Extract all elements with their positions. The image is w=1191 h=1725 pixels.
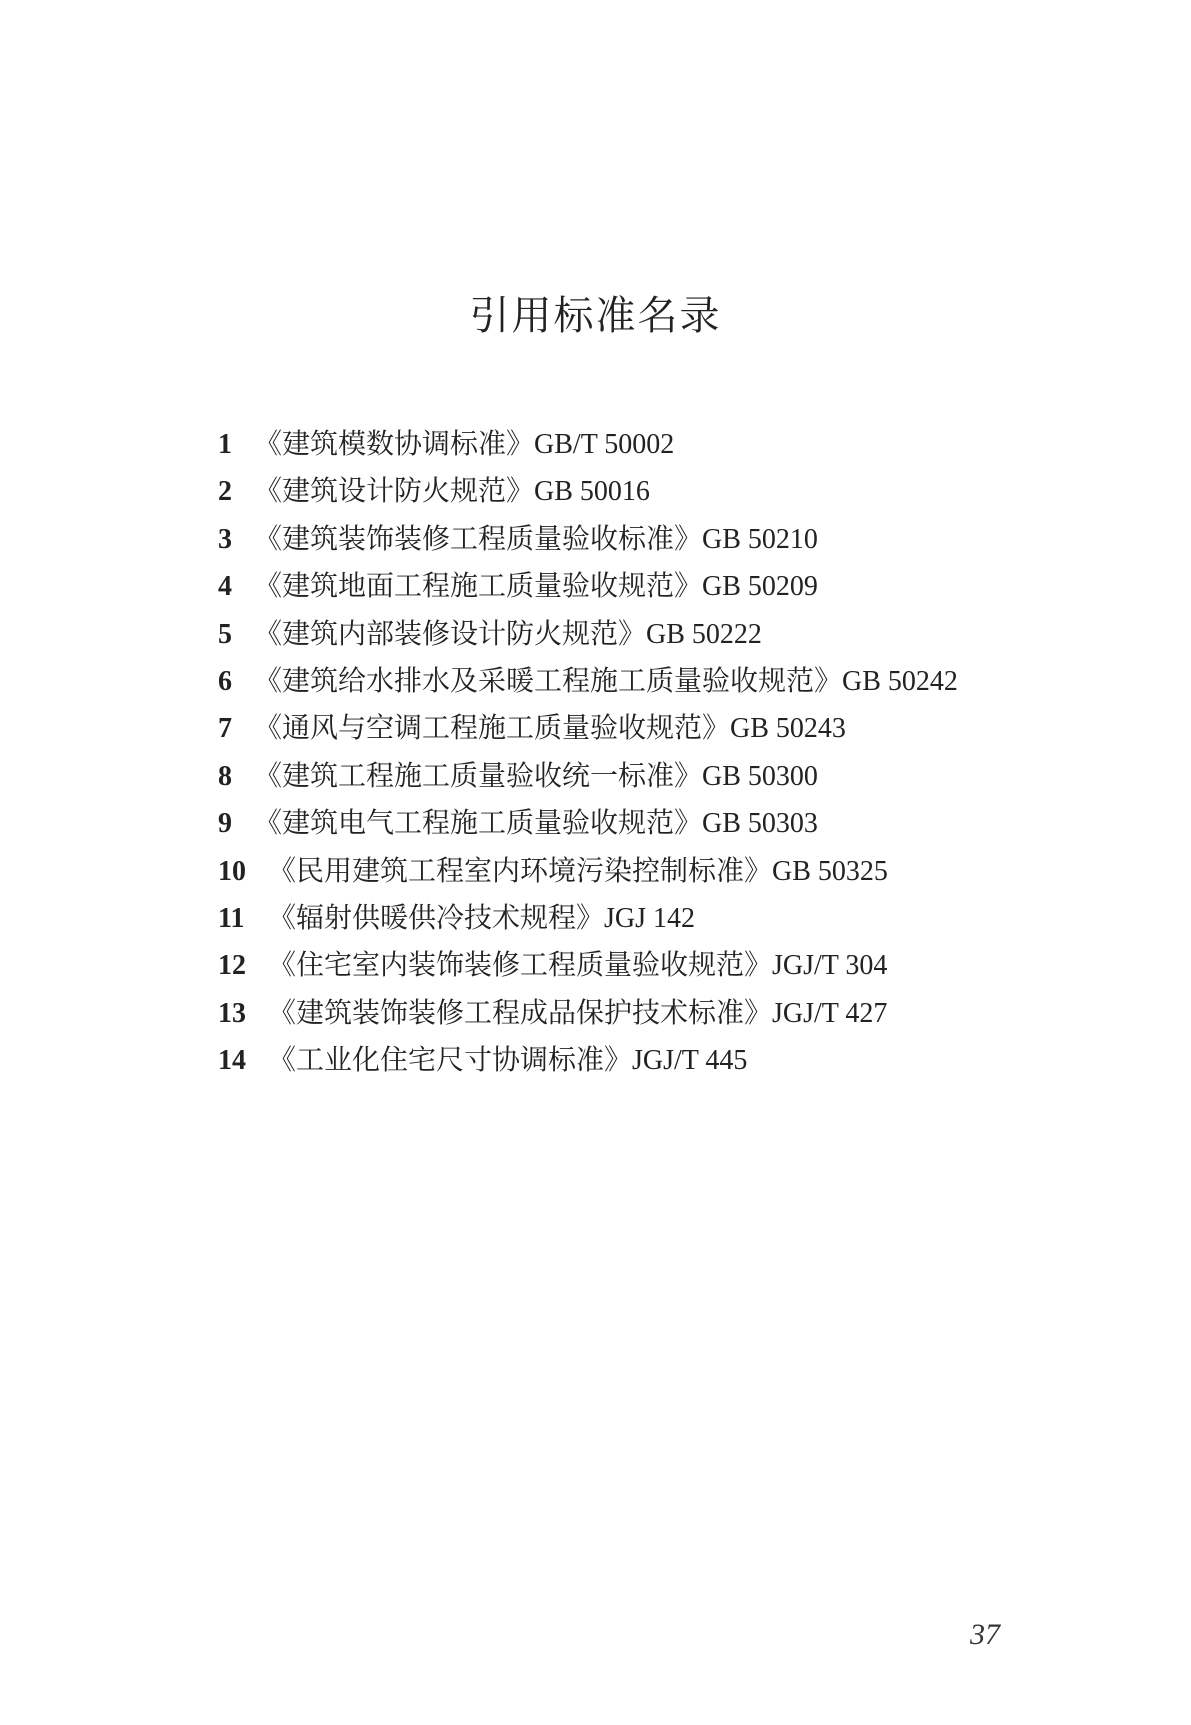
reference-name: 《建筑装饰装修工程成品保护技术标准》 (268, 995, 773, 1029)
reference-number: 11 (218, 902, 245, 934)
reference-code: JGJ 142 (604, 902, 696, 934)
reference-code: JGJ/T 427 (772, 997, 888, 1029)
reference-item-3 (218, 515, 1098, 562)
reference-item-13 (218, 989, 1098, 1036)
reference-item-12 (218, 941, 1098, 988)
reference-number: 4 (218, 571, 232, 603)
reference-code: JGJ/T 445 (632, 1045, 748, 1077)
reference-number: 3 (218, 523, 232, 555)
reference-code: GB 50243 (730, 713, 846, 745)
reference-name: 《建筑装饰装修工程质量验收标准》 (254, 521, 703, 555)
reference-name: 《民用建筑工程室内环境污染控制标准》 (268, 853, 773, 887)
reference-code: GB 50242 (842, 665, 958, 697)
reference-number: 12 (218, 950, 246, 982)
reference-name: 《建筑工程施工质量验收统一标准》 (254, 758, 703, 792)
reference-item-10 (218, 847, 1098, 894)
reference-name: 《建筑模数协调标准》 (254, 427, 535, 460)
reference-code: GB 50016 (534, 476, 650, 508)
reference-name: 《住宅室内装饰装修工程质量验收规范》 (268, 948, 773, 982)
reference-code: GB 50209 (702, 571, 818, 603)
reference-code: GB 50325 (772, 855, 888, 887)
reference-number: 10 (218, 855, 246, 887)
reference-name: 《辐射供暖供冷技术规程》 (268, 900, 605, 934)
reference-name: 《建筑电气工程施工质量验收规范》 (254, 806, 703, 840)
reference-code: GB 50222 (646, 618, 762, 650)
reference-number: 7 (218, 713, 232, 745)
reference-number: 9 (218, 808, 232, 840)
reference-item-9 (218, 799, 1098, 846)
reference-number: 13 (218, 997, 246, 1029)
reference-name: 《建筑给水排水及采暖工程施工质量验收规范》 (254, 663, 843, 697)
reference-code: GB 50300 (702, 760, 818, 792)
reference-number: 5 (218, 618, 232, 650)
reference-item-2 (218, 467, 1098, 514)
reference-item-14 (218, 1036, 1098, 1083)
reference-name: 《建筑设计防火规范》 (254, 474, 535, 508)
reference-code: GB 50210 (702, 523, 818, 555)
reference-item-6 (218, 657, 1098, 704)
reference-item-4 (218, 562, 1098, 609)
page-title: 引用标准名录 (469, 293, 722, 339)
reference-number: 14 (218, 1045, 246, 1077)
reference-item-7 (218, 704, 1098, 751)
reference-list (218, 420, 1098, 1083)
reference-item-1 (218, 420, 1098, 467)
reference-name: 《通风与空调工程施工质量验收规范》 (254, 711, 731, 745)
reference-item-5 (218, 610, 1098, 657)
reference-item-8 (218, 752, 1098, 799)
reference-name: 《建筑内部装修设计防火规范》 (254, 616, 647, 650)
reference-code: JGJ/T 304 (772, 950, 888, 982)
reference-code: GB 50303 (702, 808, 818, 840)
reference-name: 《工业化住宅尺寸协调标准》 (268, 1043, 633, 1077)
page-number: 37 (970, 1618, 1000, 1651)
reference-number: 1 (218, 429, 232, 460)
reference-number: 6 (218, 665, 232, 697)
reference-name: 《建筑地面工程施工质量验收规范》 (254, 569, 703, 603)
reference-number: 8 (218, 760, 232, 792)
reference-number: 2 (218, 476, 232, 508)
reference-item-11 (218, 894, 1098, 941)
reference-code: GB/T 50002 (534, 429, 675, 460)
